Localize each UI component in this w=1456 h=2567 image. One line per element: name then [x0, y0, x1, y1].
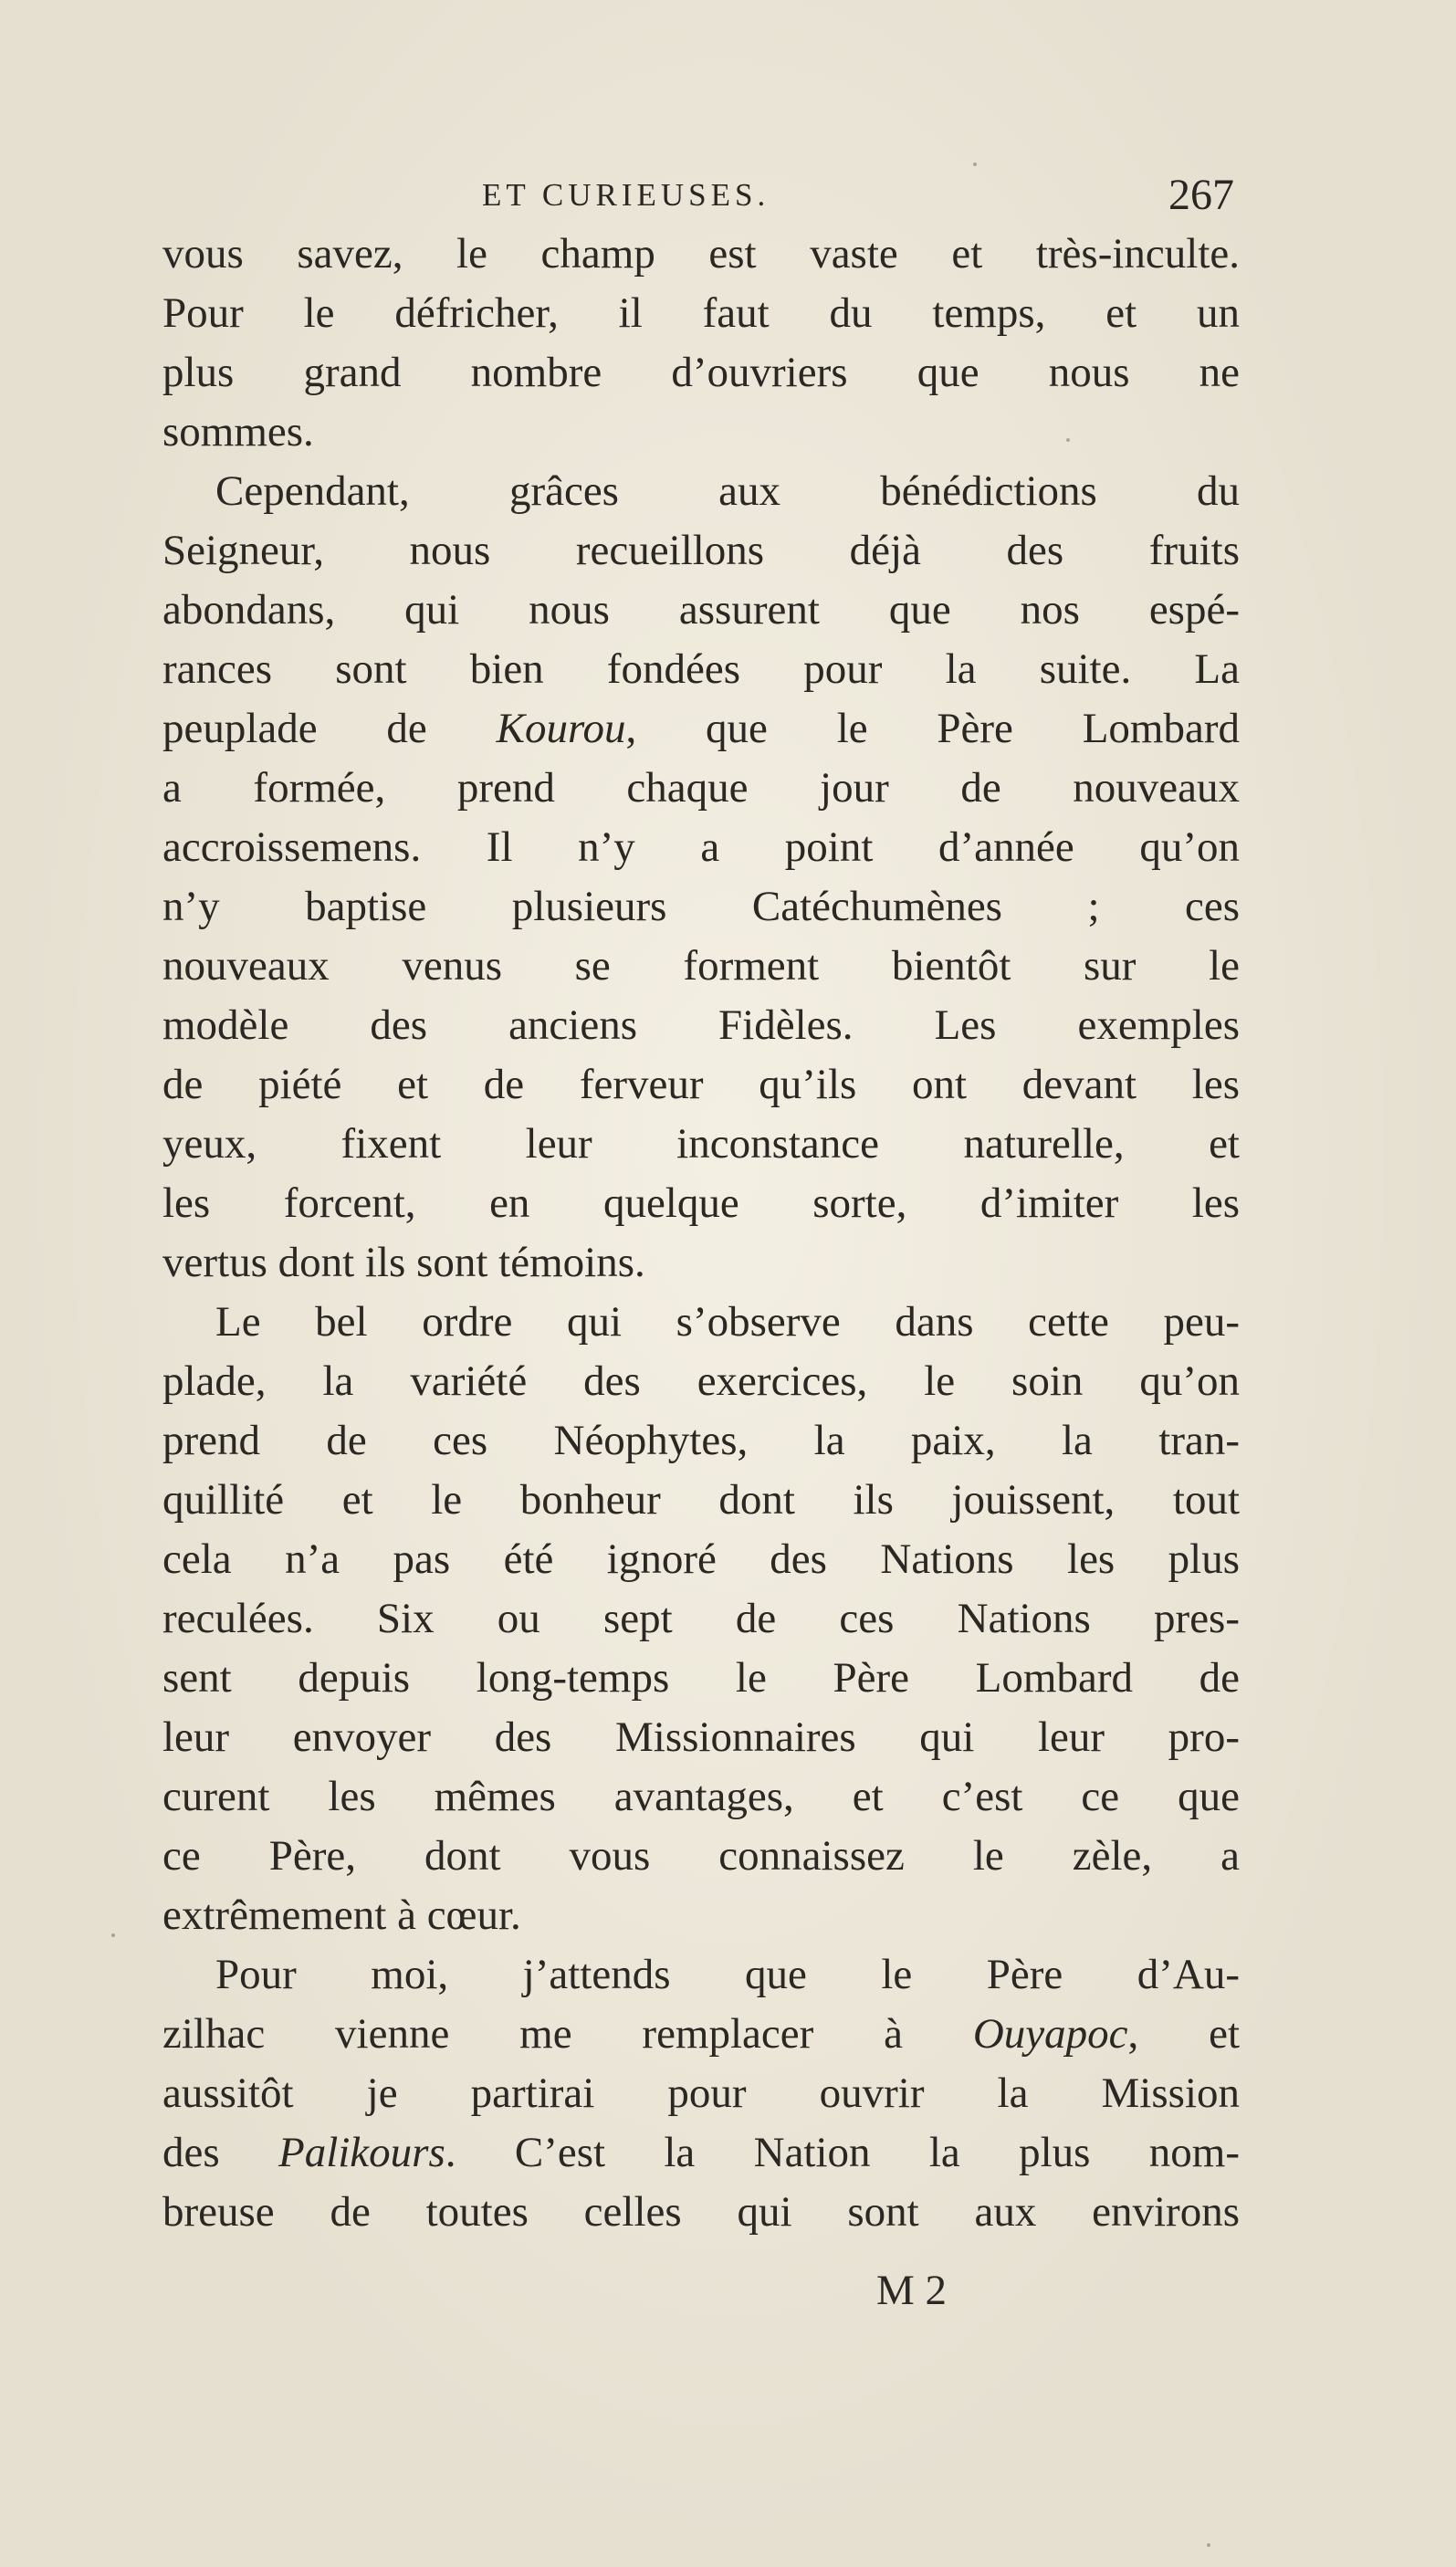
running-title: ET CURIEUSES. [482, 177, 770, 213]
paper-speck [1207, 2543, 1210, 2547]
text-line: leur envoyer des Missionnaires qui leur pro- [162, 1713, 1240, 1761]
signature-mark: M 2 [876, 2267, 948, 2314]
running-head [162, 170, 1240, 225]
text-segment: zilhac vienne me remplacer à [162, 2010, 973, 2058]
text-line [162, 699, 1240, 759]
text-line: Pour le défricher, il faut du temps, et un [162, 289, 1240, 337]
text-line [162, 2005, 1240, 2064]
text-line: Le bel ordre qui s’observe dans cette peu- [215, 1298, 1240, 1346]
paper-speck [1066, 438, 1070, 442]
text-line: yeux, fixent leur inconstance naturelle, et [162, 1120, 1240, 1168]
text-line: a formée, prend chaque jour de nouveaux [162, 764, 1240, 812]
text-line [162, 2123, 1240, 2183]
text-line: vertus dont ils sont témoins. [162, 1239, 645, 1286]
text-line: Pour moi, j’attends que le Père d’Au- [215, 1951, 1240, 1998]
text-line: abondans, qui nous assurent que nos espé- [162, 586, 1240, 634]
text-line: rances sont bien fondées pour la suite. La [162, 645, 1240, 693]
text-line: breuse de toutes celles qui sont aux environs [162, 2188, 1240, 2236]
text-line: Cependant, grâces aux bénédictions du [215, 467, 1240, 515]
text-line: de piété et de ferveur qu’ils ont devant les [162, 1061, 1240, 1108]
text-segment: , que le Père Lombard [625, 705, 1240, 752]
text-line: prend de ces Néophytes, la paix, la tran- [162, 1417, 1240, 1464]
paper-speck [111, 1933, 115, 1937]
place-name-ouyapoc: Ouyapoc [972, 2010, 1128, 2058]
text-line: plus grand nombre d’ouvriers que nous ne [162, 349, 1240, 396]
text-line: accroissemens. Il n’y a point d’année qu’on [162, 823, 1240, 871]
paper-speck [973, 162, 977, 166]
text-line: aussitôt je partirai pour ouvrir la Mission [162, 2069, 1240, 2117]
text-segment: . C’est la Nation la plus nom- [445, 2129, 1240, 2176]
text-line: plade, la variété des exercices, le soin qu’on [162, 1357, 1240, 1405]
text-line: n’y baptise plusieurs Catéchumènes ; ces [162, 883, 1240, 930]
text-line: cela n’a pas été ignoré des Nations les plus [162, 1535, 1240, 1583]
text-line: quillité et le bonheur dont ils jouissent, tout [162, 1476, 1240, 1524]
text-line: vous savez, le champ est vaste et très-inculte. [162, 230, 1240, 278]
text-segment: des [162, 2129, 278, 2176]
place-name-kourou: Kourou [496, 705, 626, 752]
nation-name-palikours: Palikours [278, 2129, 445, 2176]
text-line: les forcent, en quelque sorte, d’imiter les [162, 1179, 1240, 1227]
page-number: 267 [1168, 171, 1234, 219]
text-line: nouveaux venus se forment bientôt sur le [162, 942, 1240, 990]
text-line: sommes. [162, 408, 314, 456]
text-segment: peuplade de [162, 705, 497, 752]
text-line: extrêmement à cœur. [162, 1891, 521, 1939]
text-segment: , et [1127, 2010, 1241, 2058]
body-text [162, 225, 1240, 2242]
text-line: ce Père, dont vous connaissez le zèle, a [162, 1832, 1240, 1880]
text-line: modèle des anciens Fidèles. Les exemples [162, 1001, 1240, 1049]
text-line: curent les mêmes avantages, et c’est ce que [162, 1773, 1240, 1820]
text-line: Seigneur, nous recueillons déjà des fruits [162, 527, 1240, 574]
text-line: reculées. Six ou sept de ces Nations pres- [162, 1595, 1240, 1642]
text-line: sent depuis long-temps le Père Lombard de [162, 1654, 1240, 1702]
